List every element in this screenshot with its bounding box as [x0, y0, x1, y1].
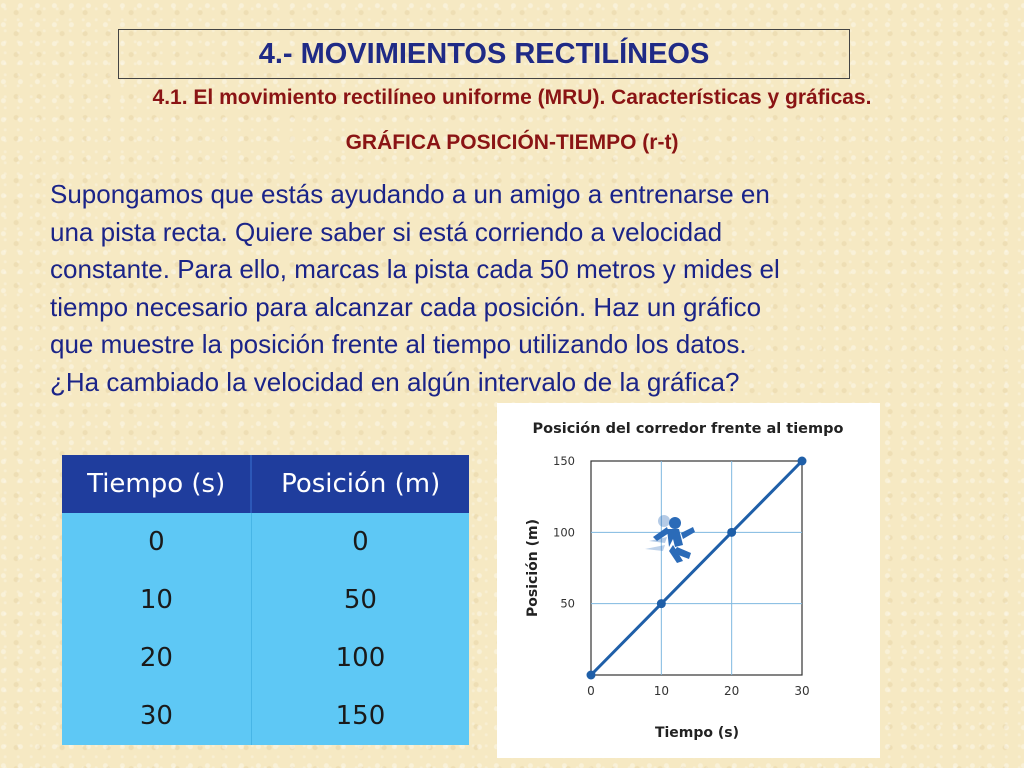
paragraph-line: tiempo necesario para alcanzar cada posición. Haz un gráfico	[50, 291, 762, 322]
chart-svg	[497, 403, 880, 758]
column-header-position: Posición (m)	[251, 455, 469, 513]
paragraph-line: Supongamos que estás ayudando a un amigo a entrenarse en	[50, 179, 770, 209]
table-row	[62, 513, 469, 571]
problem-paragraph	[50, 176, 950, 401]
table-cell-position: 100	[251, 629, 469, 687]
x-tick-label: 0	[587, 684, 595, 698]
table-cell-time: 10	[62, 571, 251, 629]
table-cell-time: 20	[62, 629, 251, 687]
table-header-row	[62, 455, 469, 513]
table-row	[62, 629, 469, 687]
table-row	[62, 687, 469, 745]
x-tick-label: 10	[653, 684, 669, 698]
section-heading: GRÁFICA POSICIÓN-TIEMPO (r-t)	[345, 131, 679, 154]
table-cell-position: 50	[251, 571, 469, 629]
table-cell-position: 150	[251, 687, 469, 745]
data-table	[62, 455, 469, 745]
paragraph-line: una pista recta. Quiere saber si está corriendo a velocidad	[50, 216, 723, 247]
y-tick-label: 100	[553, 525, 575, 540]
x-tick-label: 20	[724, 684, 740, 698]
position-time-chart	[497, 403, 880, 758]
table-cell-time: 0	[62, 513, 251, 571]
y-axis-label: Posición (m)	[525, 519, 541, 617]
page-title: 4.- MOVIMIENTOS RECTILÍNEOS	[118, 29, 850, 79]
paragraph-line: ¿Ha cambiado la velocidad en algún intervalo de la gráfica?	[50, 366, 740, 397]
y-tick-label: 150	[553, 454, 575, 468]
y-tick-label: 50	[560, 596, 575, 611]
data-point	[587, 671, 596, 680]
data-point	[798, 457, 807, 466]
data-point	[727, 528, 736, 537]
table-cell-time: 30	[62, 687, 251, 745]
x-tick-label: 30	[794, 684, 810, 698]
subtitle: 4.1. El movimiento rectilíneo uniforme (MRU). Características y gráficas.	[152, 86, 872, 109]
paragraph-line: que muestre la posición frente al tiempo utilizando los datos.	[50, 329, 747, 359]
x-axis-label: Tiempo (s)	[654, 725, 740, 741]
chart-title: Posición del corredor frente al tiempo	[532, 421, 844, 437]
table-cell-position: 0	[251, 513, 469, 571]
table-row	[62, 571, 469, 629]
paragraph-line: constante. Para ello, marcas la pista cada 50 metros y mides el	[50, 254, 780, 284]
data-point	[657, 599, 666, 608]
column-header-time: Tiempo (s)	[62, 455, 251, 513]
